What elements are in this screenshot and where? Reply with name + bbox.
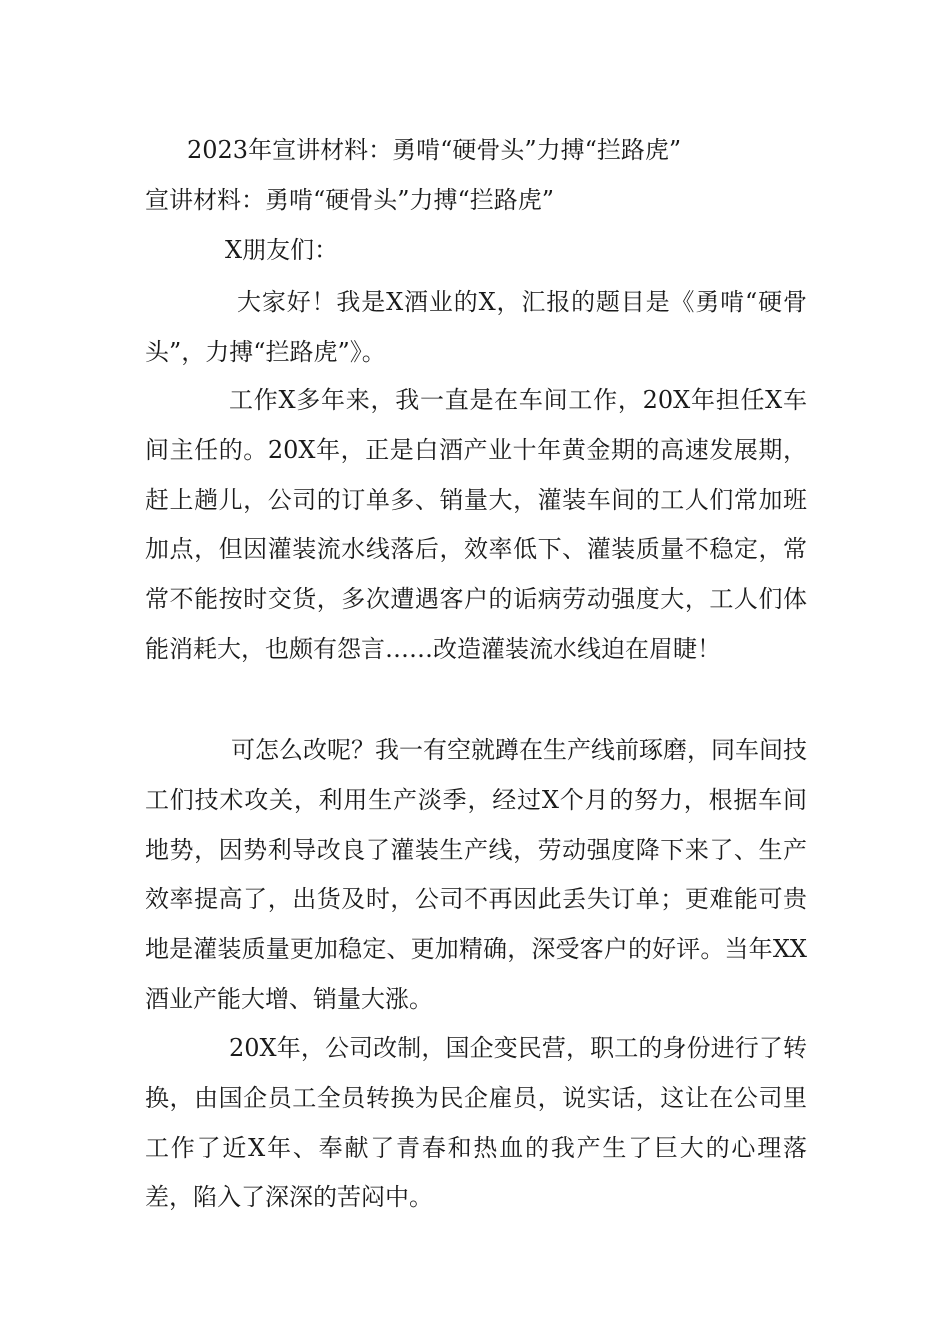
document-title: 2023年宣讲材料：勇啃“硬骨头”力搏“拦路虎”	[187, 136, 682, 164]
paragraph-reform: 20X年，公司改制，国企变民营，职工的身份进行了转换，由国企员工全员转换为民企雇员，说实话，这让在公司里工作了近X年、奉献了青春和热血的我产生了巨大的心理落差，陷入了深深的苦闷中。	[145, 1034, 807, 1212]
paragraph-workshop: 工作X多年来，我一直是在车间工作，20X年担任X车间主任的。20X年，正是白酒产业十年黄金期的高速发展期，赶上趟儿，公司的订单多、销量大，灌装车间的工人们常加班加点，但因灌装流水线落后，效率低下、灌装质量不稳定，常常不能按时交货，多次遭遇客户的诟病劳动强度大，工人们体能消耗大，也颇有怨言……改造灌装流水线迫在眉睫！	[145, 386, 807, 663]
document-subtitle: 宣讲材料：勇啃“硬骨头”力搏“拦路虎”	[145, 186, 555, 214]
greeting: X朋友们：	[225, 236, 339, 264]
paragraph-intro: 大家好！我是X酒业的X，汇报的题目是《勇啃“硬骨头”，力搏“拦路虎”》。	[145, 288, 807, 366]
paragraph-improvement: 可怎么改呢？我一有空就蹲在生产线前琢磨，同车间技工们技术攻关，利用生产淡季，经过X个月的努力，根据车间地势，因势利导改良了灌装生产线，劳动强度降下来了、生产效率提高了，出货及时，公司不再因此丢失订单；更难能可贵地是灌装质量更加稳定、更加精确，深受客户的好评。当年XX酒业产能大增、销量大涨。	[145, 736, 807, 1013]
